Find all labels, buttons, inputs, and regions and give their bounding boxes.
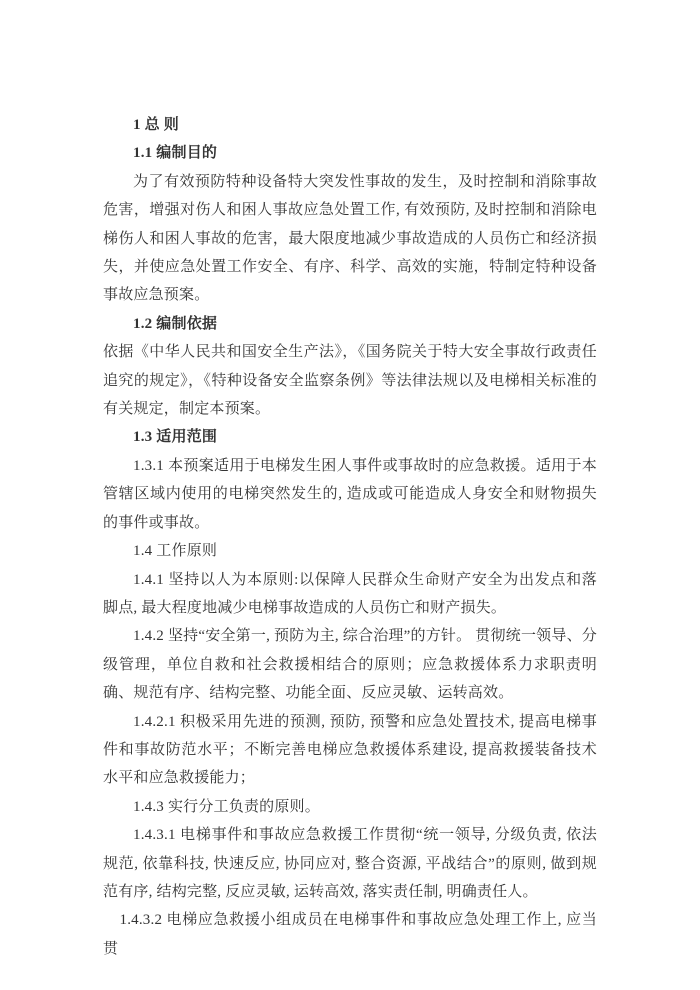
section-heading: 1.4 工作原则 — [133, 543, 218, 560]
paragraph: 1.3.1 本预案适用于电梯发生困人事件或事故时的应急救援。适用于本管辖区域内使用的电梯突然发生的, 造成或可能造成人身安全和财物损失的事件或事故。 — [103, 457, 597, 531]
paragraph: 1.4.3.2 电梯应急救援小组成员在电梯事件和事故应急处理工作上, 应当贯 — [103, 912, 597, 957]
paragraph: 依据《中华人民共和国安全生产法》，《国务院关于特大安全事故行政责任追究的规定》，《特种设备安全监察条例》等法律法规以及电梯相关标准的有关规定，制定本预案。 — [103, 344, 597, 418]
paragraph: 1.4.2.1 积极采用先进的预测, 预防, 预警和应急处置技术, 提高电梯事件和事故防范水平；不断完善电梯应急救援体系建设, 提高救援装备技术水平和应急救援能力； — [103, 713, 597, 787]
section-heading: 1.2 编制依据 — [133, 315, 218, 332]
paragraph: 为了有效预防特种设备特大突发性事故的发生，及时控制和消除事故危害，增强对伤人和困人事故应急处置工作, 有效预防, 及时控制和消除电梯伤人和困人事故的危害，最大限度地减少事故造成的人员伤亡和经济损失，并使应急处置工作安全、有序、科学、高效的实施，特制定特种设备事故应急预案。 — [103, 173, 597, 304]
section-heading: 1.1 编制目的 — [133, 145, 218, 162]
paragraph: 1.4.3.1 电梯事件和事故应急救援工作贯彻“统一领导, 分级负责, 依法规范, 依靠科技, 快速反应, 协同应对, 整合资源, 平战结合”的原则, 做到规范有序, 结构完整, 反应灵敏, 运转高效, 落实责任制, 明确责任人。 — [103, 827, 597, 900]
section-heading: 1.3 适用范围 — [133, 429, 218, 446]
section-heading: 1 总 则 — [133, 117, 180, 133]
document-body — [103, 111, 597, 963]
paragraph: 1.4.3 实行分工负责的原则。 — [133, 798, 320, 815]
paragraph: 1.4.2 坚持“安全第一, 预防为主, 综合治理”的方针。 贯彻统一领导、分级管理，单位自救和社会救援相结合的原则；应急救援体系力求职责明确、规范有序、结构完整、功能全面、反应灵敏、运转高效。 — [103, 628, 597, 702]
paragraph: 1.4.1 坚持以人为本原则:以保障人民群众生命财产安全为出发点和落脚点, 最大程度地减少电梯事故造成的人员伤亡和财产损失。 — [103, 571, 597, 616]
